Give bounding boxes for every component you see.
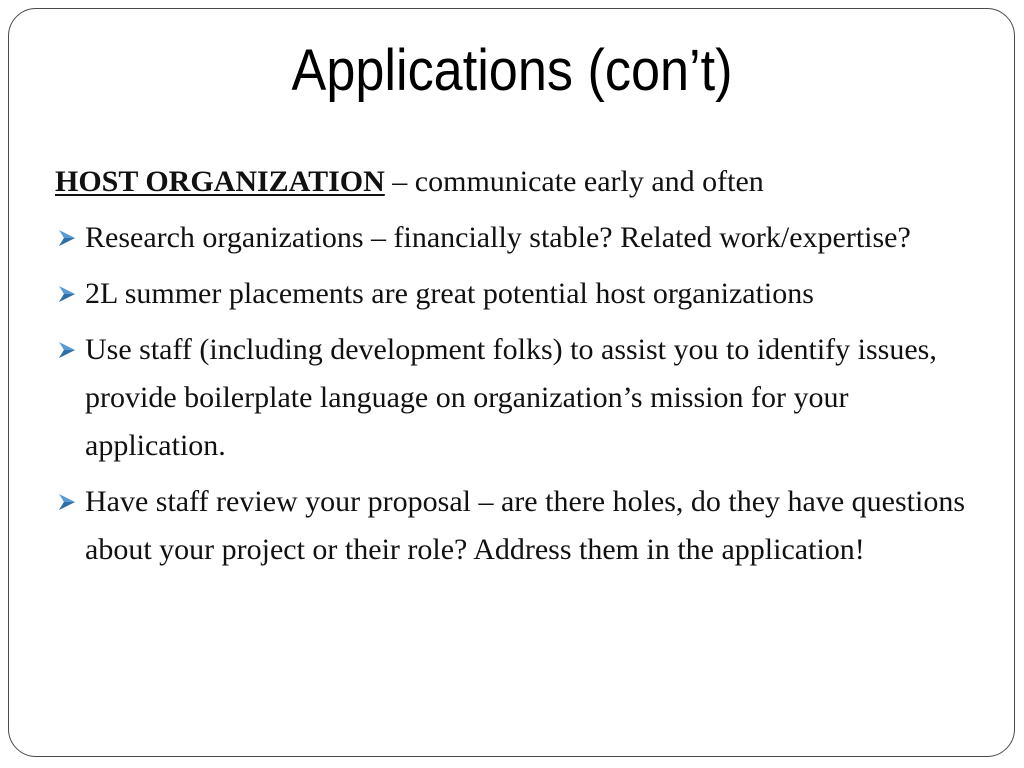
section-heading-subtitle: – communicate early and often	[384, 165, 764, 198]
bullet-text: Use staff (including development folks) to assist you to identify issues, provide boilerplate language on organization’s mission for your application.	[85, 333, 937, 462]
bullet-item	[55, 478, 985, 574]
arrow-bullet-icon	[57, 340, 77, 360]
bullet-item	[55, 270, 985, 318]
arrow-bullet-icon	[57, 492, 77, 512]
section-heading-label: HOST ORGANIZATION	[55, 165, 385, 198]
section-heading	[55, 158, 985, 206]
bullet-item	[55, 326, 985, 470]
arrow-bullet-icon	[57, 284, 77, 304]
arrow-bullet-icon	[57, 228, 77, 248]
bullet-text: 2L summer placements are great potential host organizations	[85, 277, 814, 310]
bullet-text: Have staff review your proposal – are there holes, do they have questions about your project or their role? Address them in the application!	[85, 485, 966, 566]
slide-title: Applications (con’t)	[291, 38, 733, 103]
bullet-text: Research organizations – financially stable? Related work/expertise?	[85, 221, 911, 254]
slide-body	[55, 158, 985, 582]
bullet-item	[55, 214, 985, 262]
